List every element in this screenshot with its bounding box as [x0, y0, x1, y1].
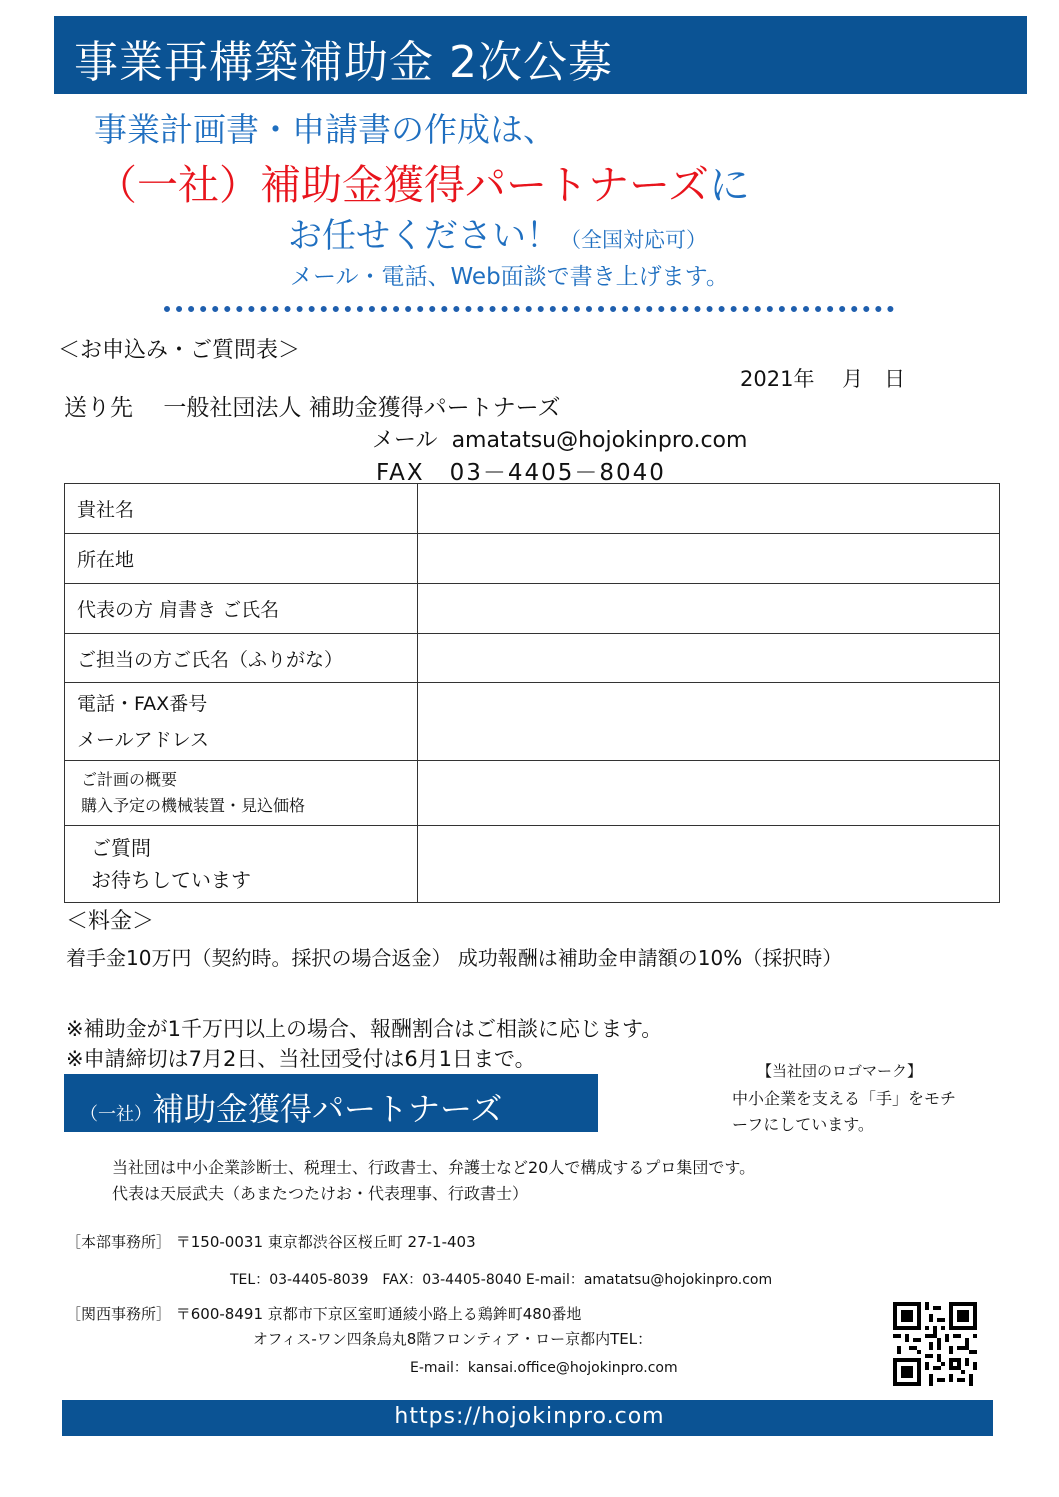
promo-line4: メール・電話、Web面談で書き上げます。	[290, 264, 729, 290]
mail-row	[372, 423, 747, 454]
form-row-plan	[65, 761, 1000, 826]
fee-text: 着手金10万円（契約時。採択の場合返金） 成功報酬は補助金申請額の10%（採択時）	[66, 946, 843, 970]
note-1: ※補助金が1千万円以上の場合、報酬割合はご相談に応じます。	[66, 1017, 663, 1041]
sendto-label: 送り先	[64, 395, 133, 421]
promo-line1: 事業計画書・申請書の作成は、	[94, 110, 556, 149]
form-row-address	[65, 534, 1000, 584]
form-row-company	[65, 484, 1000, 534]
kansai-address-line2: オフィス-ワン四条烏丸8階フロンティア・ロー京都内TEL：	[253, 1330, 653, 1348]
fax-label: FAX	[376, 460, 425, 486]
hq-address: ［本部事務所］ 〒150-0031 東京都渋谷区桜丘町 27-1-403	[66, 1233, 476, 1251]
promo-line3-main: お任せください！	[288, 216, 560, 256]
promo-line3	[288, 208, 707, 257]
logo-title: 【当社団のロゴマーク】	[757, 1062, 923, 1080]
form-label-contact-person: ご担当の方ご氏名（ふりがな）	[65, 634, 418, 683]
form-row-representative	[65, 584, 1000, 634]
form-label-company: 貴社名	[65, 484, 418, 534]
note-2: ※申請締切は7月2日、当社団受付は6月1日まで。	[66, 1047, 536, 1071]
org-name: 補助金獲得パートナーズ	[152, 1090, 503, 1128]
form-label-phone-email	[65, 683, 418, 761]
form-label-plan-overview: ご計画の概要	[81, 770, 178, 789]
form-row-phone-email	[65, 683, 1000, 761]
mail-label: メール	[372, 428, 438, 453]
dotted-divider	[164, 306, 894, 312]
form-date: 2021年 月 日	[740, 367, 906, 391]
promo-line2	[96, 152, 750, 211]
form-label-equipment: 購入予定の機械装置・見込価格	[81, 796, 306, 815]
org-description-1: 当社団は中小企業診断士、税理士、行政書士、弁護士など20人で構成するプロ集団です。	[112, 1158, 756, 1177]
form-label-representative: 代表の方 肩書き ご氏名	[65, 584, 418, 634]
fax-value: 03－4405－8040	[449, 460, 666, 486]
sendto-value: 一般社団法人 補助金獲得パートナーズ	[163, 395, 561, 421]
promo-org-name: （一社）補助金獲得パートナーズ	[96, 161, 709, 209]
form-heading: ＜お申込み・ご質問表＞	[58, 338, 301, 363]
form-field-representative[interactable]	[418, 584, 1000, 634]
form-field-company[interactable]	[418, 484, 1000, 534]
org-prefix: （一社）	[80, 1104, 152, 1125]
kansai-address: ［関西事務所］ 〒600-8491 京都市下京区室町通綾小路上る鶏鉾町480番地	[66, 1305, 582, 1323]
form-label-questions-2: お待ちしています	[91, 868, 251, 892]
footer-url-link[interactable]: https://hojokinpro.com	[394, 1404, 665, 1429]
page-title: 事業再構築補助金 2次公募	[74, 37, 613, 88]
kansai-email[interactable]: E-mail：kansai.office@hojokinpro.com	[410, 1360, 678, 1376]
form-label-address: 所在地	[65, 534, 418, 584]
form-field-questions[interactable]	[418, 826, 1000, 903]
qr-code-icon[interactable]	[892, 1302, 978, 1386]
mail-value[interactable]: amatatsu@hojokinpro.com	[451, 428, 748, 453]
form-label-plan	[65, 761, 418, 826]
form-label-email: メールアドレス	[77, 728, 210, 751]
hq-contact: TEL：03-4405-8039 FAX：03-4405-8040 E-mail：amatatsu@hojokinpro.com	[230, 1272, 773, 1288]
form-field-phone-email[interactable]	[418, 683, 1000, 761]
form-row-questions	[65, 826, 1000, 903]
form-field-address[interactable]	[418, 534, 1000, 584]
org-description-2: 代表は天辰武夫（あまたつたけお・代表理事、行政書士）	[112, 1184, 529, 1203]
form-row-contact-person	[65, 634, 1000, 683]
form-field-plan[interactable]	[418, 761, 1000, 826]
org-banner-name	[80, 1084, 502, 1130]
form-label-questions-1: ご質問	[91, 836, 151, 860]
sendto-row	[64, 389, 560, 422]
promo-line2-tail: に	[708, 161, 750, 209]
form-label-phone: 電話・FAX番号	[77, 692, 208, 715]
fee-heading: ＜料金＞	[66, 909, 155, 934]
logo-description: 中小企業を支える「手」をモチーフにしています。	[732, 1089, 957, 1134]
form-label-questions	[65, 826, 418, 903]
application-form-table	[64, 483, 1000, 903]
form-field-contact-person[interactable]	[418, 634, 1000, 683]
promo-line3-note: （全国対応可）	[560, 228, 707, 252]
